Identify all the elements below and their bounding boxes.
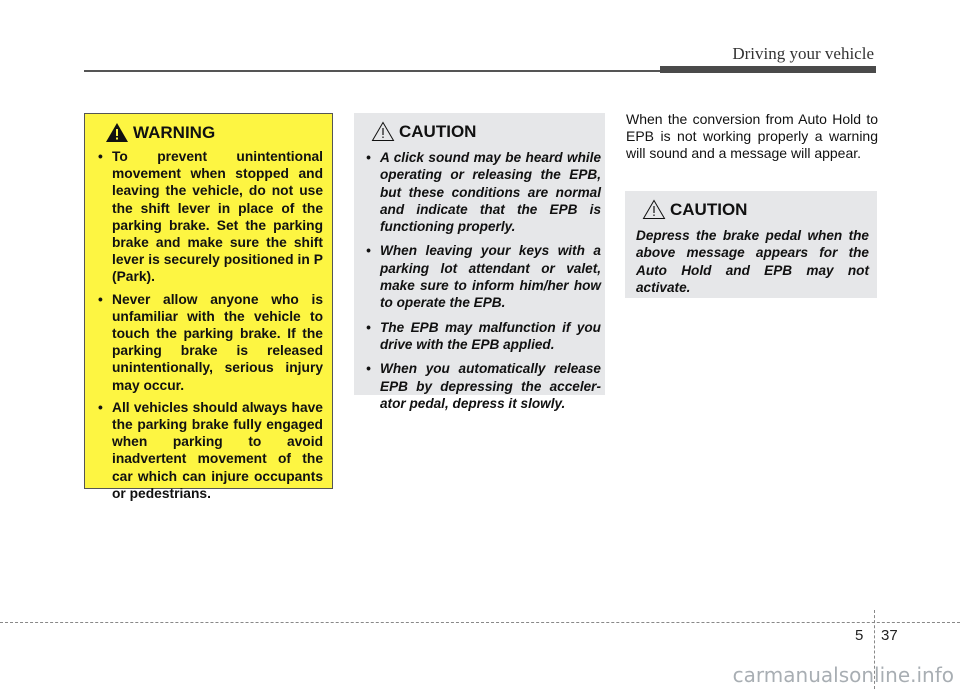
caution-box-epb — [354, 113, 605, 411]
watermark: carmanualsonline.info — [732, 663, 954, 687]
caution-item: • A click sound may be heard while operating or releasing the EPB, but these conditions are normal and indicate that the EPB is functioning properly. — [365, 149, 605, 235]
caution-item: • When you automatically release EPB by depressing the acceler-ator pedal, depress it slowly. — [365, 360, 605, 412]
caution-heading-text: CAUTION — [670, 199, 748, 219]
caution-heading — [371, 121, 605, 142]
caution-box-auto-hold — [625, 191, 877, 298]
caution-triangle-icon — [371, 121, 395, 142]
warning-heading — [105, 122, 323, 143]
header-rule — [84, 70, 660, 72]
warning-item: • Never allow anyone who is unfamiliar with the vehicle to touch the parking brake. If the parking brake is released unintentionally, serious injury may occur. — [97, 291, 323, 394]
page-number: 37 — [881, 627, 898, 644]
chapter-number: 5 — [855, 627, 864, 644]
warning-box — [84, 113, 333, 501]
footer-rule — [0, 622, 960, 623]
caution-heading-text: CAUTION — [399, 121, 477, 141]
warning-list — [97, 148, 323, 502]
caution-item: • When leaving your keys with a parking lot attendant or valet, make sure to inform him/her how to operate the EPB. — [365, 242, 605, 311]
caution-item: • The EPB may malfunction if you drive with the EPB applied. — [365, 319, 605, 354]
caution-text: Depress the brake pedal when the above message appears for the Auto Hold and EPB may not activate. — [636, 228, 869, 295]
body-paragraph: When the conversion from Auto Hold to EPB is not working properly a warning will sound and a message will appear. — [626, 111, 878, 161]
warning-triangle-icon — [105, 122, 129, 143]
caution-triangle-icon — [642, 199, 666, 220]
caution-list — [365, 149, 605, 412]
warning-item: • To prevent unintentional movement when stopped and leaving the vehicle, do not use the shift lever in place of the parking brake. Set the parking brake and make sure the shift lever is securely positioned in P (Park). — [97, 148, 323, 286]
section-title: Driving your vehicle — [732, 44, 874, 63]
warning-item: • All vehicles should always have the parking brake fully engaged when parking to avoid inadvertent movement of the car which can injure occupants or pedestrians. — [97, 399, 323, 502]
warning-heading-text: WARNING — [133, 122, 216, 142]
caution-heading — [642, 199, 869, 220]
header-bar — [660, 66, 876, 73]
